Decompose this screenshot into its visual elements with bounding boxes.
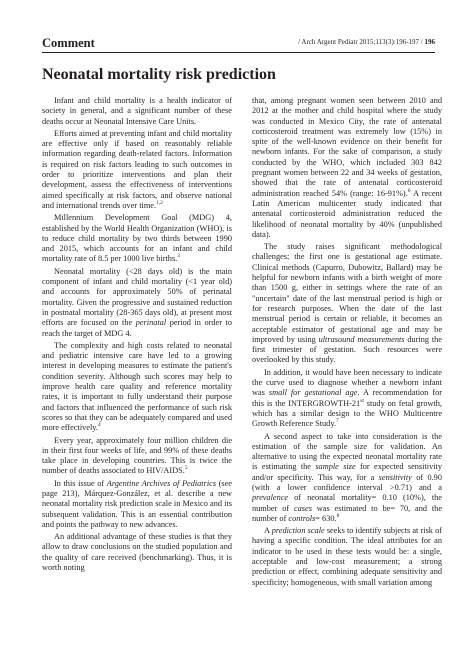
paragraph xyxy=(42,129,232,211)
italic-text: sample size xyxy=(315,462,356,472)
text-run: = 630. xyxy=(315,513,337,523)
paragraph xyxy=(42,532,232,573)
paragraph xyxy=(42,436,232,477)
italic-text: cases xyxy=(293,503,312,513)
italic-text: perinatal xyxy=(135,318,167,328)
text-run: (see page 213), Márquez-González, et al. describe a new neonatal mortality risk prediction scale in Mexico and its subsequent validation. This is an essential contribution and points the pathway to new advances. xyxy=(42,478,232,529)
page-number: 196 xyxy=(424,38,435,46)
text-run: Neonatal mortality (<28 days old) is the main component of infant and child mortality (<1 year old) and accounts for approximately 50% of perinatal mortality. Given the progressive and sustained reduction in postnatal mortality (28-365 days old), at present most efforts are focused on the xyxy=(42,266,232,328)
text-run: An additional advantage of these studies is that they allow to draw conclusions on the studied population and the quality of care received (benchmarking). Thus, it is worth noting xyxy=(42,532,232,573)
text-run: A second aspect to take into consideration is the estimation of the sample size for validation. An alternative to using the expected neonatal mortality rate is estimating the xyxy=(252,431,442,472)
section-label: Comment xyxy=(42,36,95,50)
italic-text: sensitivity xyxy=(378,472,412,482)
text-run: The study raises significant methodological challenges; the first one is gestational age estimate. Clinical methods (Capurro, Dubowitz, Ballard) may be helpful for newborn infants with a birth weight of more than 1500 g, either in settings where the rate of an "uncertain" date of the last menstrual period is high or for research purposes. When the date of the last menstrual period is certain or reliable, it becomes an acceptable estimator of gestational age and may be improved by using xyxy=(252,242,442,344)
article-title: Neonatal mortality risk prediction xyxy=(42,66,276,83)
citation-ref: 1,2 xyxy=(156,200,163,207)
paragraph xyxy=(42,213,232,264)
text-run: period in order to reach the target of MDG 4. xyxy=(42,318,232,338)
paragraph xyxy=(252,368,442,430)
paragraph xyxy=(42,479,232,530)
text-run: Efforts aimed at preventing infant and child mortality are effective only if based on reasonably reliable information regarding death-related factors. Information is required on risk factors leading to such outcomes in order to prioritize interventions and plan their development, assess the effectiveness of interventions aimed specifically at risk factors, and observe national and international trends over time. xyxy=(42,128,232,210)
citation-ref: 3 xyxy=(177,253,181,260)
journal-citation xyxy=(298,38,435,46)
citation-ref: 8 xyxy=(336,513,340,520)
italic-text: prevalence xyxy=(252,493,289,503)
text-run: Every year, approximately four million children die in their first four weeks of life, and 99% of these deaths take place in developing countries. This is twice the number of deaths associated to HIV/AIDS. xyxy=(42,435,232,476)
text-run: was estimated to be= 70, and the number of xyxy=(252,503,443,523)
text-run: for expected sensitivity and/or specificity. This way, for a xyxy=(252,462,442,482)
italic-text: Argentine Archives of Pediatrics xyxy=(106,478,217,488)
paragraph xyxy=(252,526,442,588)
italic-text: controls xyxy=(288,513,316,523)
paragraph xyxy=(42,267,232,339)
text-run: A xyxy=(264,526,272,536)
paragraph xyxy=(42,96,232,127)
text-run: that, among pregnant women seen between 2010 and 2012 at the mother and child hospital where the study was conducted in Mexico City, the rate of antenatal corticosteroid treatment was extremely low (15%) in spite of the well-known evidence on their benefit for newborn infants. For the sake of comparison, a study conducted by the WHO, which included 303 842 pregnant women between 22 and 34 weeks of gestation, showed that the rate of antenatal corticosteroid administration reached 54% (range: 16-91%). xyxy=(252,96,442,198)
italic-text: prediction scale xyxy=(271,526,325,536)
running-header xyxy=(42,36,435,56)
text-run: In this issue of xyxy=(54,478,107,488)
journal-ref-text: / Arch Argent Pediatr 2015;113(3):196-197 / xyxy=(298,38,425,46)
paragraph xyxy=(42,341,232,434)
text-run: of 0.90 (with a lower confidence interval >0.71) and a xyxy=(252,472,442,492)
citation-ref: 6 xyxy=(407,187,411,194)
italic-text: ultrasound measurements xyxy=(318,334,405,344)
italic-text: small for gestational age xyxy=(268,388,358,398)
text-run: seeks to identify subjects at risk of having a specific condition. The ideal attributes for an indicator to be used in these tests would be: a single, acceptable and low-cost measurement; a strong prediction or effect, combining adequate sensitivity and specificity; homogeneous, with small variation among xyxy=(252,526,443,587)
paragraph xyxy=(252,242,442,366)
citation-ref: 7 xyxy=(336,418,339,425)
text-run: of neonatal mortality= 0.10 (10%), the number of xyxy=(252,493,442,513)
citation-ref: st xyxy=(360,397,364,404)
text-run: . A recommendation for this is the INTERGROWTH-21 xyxy=(252,388,442,408)
paragraph xyxy=(252,432,442,525)
text-run: The complexity and high costs related to neonatal and pediatric intensive care have led to a growing interest in developing measures to estimate the patient's condition severity. Although such scores may help to improve health care quality and reference mortality rates, it is important to fully understand their purpose and factors that influenced the performance of such risk scores so that they can be adequately compared and used more effectively. xyxy=(42,340,232,433)
paragraph xyxy=(252,96,442,240)
right-column xyxy=(252,96,442,590)
text-run: study on fetal growth, which has a similar design to the WHO Multicentre Growth Reference Study. xyxy=(252,398,442,429)
citation-ref: 5 xyxy=(184,465,188,472)
left-column xyxy=(42,96,232,575)
header-rule xyxy=(42,52,435,53)
text-run: during the first trimester of gestation. Such resources were overlooked by this study. xyxy=(252,334,442,365)
text-run: In addition, it would have been necessary to indicate the curve used to diagnose whether a newborn infant was xyxy=(252,367,442,398)
text-run: Millennium Development Goal (MDG) 4, established by the World Health Organization (WHO), is to reduce child mortality by two thirds between 1990 and 2015, which accounts for an infant and child mortality rate of 8.5 per 1000 live births. xyxy=(42,213,232,264)
text-run: Infant and child mortality is a health indicator of society in general, and a significant number of these deaths occur at Neonatal Intensive Care Units. xyxy=(42,96,232,126)
citation-ref: 4 xyxy=(97,422,101,429)
text-run: A recent Latin American multicenter study indicated that antenatal corticosteroid administration reduced the likelihood of neonatal mortality by 40% (unpublished data). xyxy=(252,188,442,239)
